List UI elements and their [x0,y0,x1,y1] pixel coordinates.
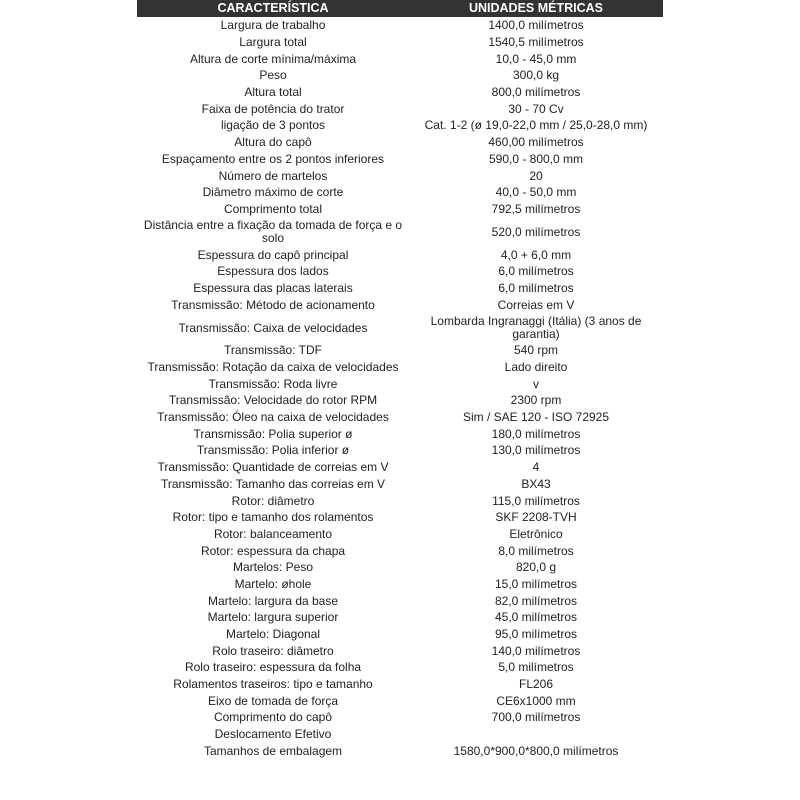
table-row [137,526,663,543]
characteristic-cell: Rotor: tipo e tamanho dos rolamentos [172,510,374,525]
metric-value-cell: 115,0 milímetros [492,493,580,508]
characteristic-cell: Altura do capô [234,135,312,150]
characteristic-cell: Número de martelos [218,168,328,183]
table-row [137,659,663,676]
table-row [137,726,663,743]
table-row [137,392,663,409]
characteristic-cell: Rolamentos traseiros: tipo e tamanho [173,677,373,692]
characteristic-cell: Rotor: espessura da chapa [200,543,346,558]
characteristic-cell: Rotor: diâmetro [231,493,315,508]
characteristic-cell: Espaçamento entre os 2 pontos inferiores [161,151,385,166]
characteristic-cell: Transmissão: Roda livre [208,376,338,391]
metric-value-cell: 820,0 g [515,560,557,575]
table-row [137,609,663,626]
metric-value-cell: 6,0 milímetros [498,280,574,295]
characteristic-cell: Martelo: largura superior [207,610,339,625]
metric-value-cell: 40,0 - 50,0 mm [495,185,577,200]
characteristic-cell: Eixo de tomada de força [207,693,339,708]
metric-value-cell: SKF 2208-TVH [495,510,577,525]
table-row [137,709,663,726]
metric-value-cell: Eletrônico [509,526,563,541]
table-row [137,263,663,280]
metric-value-cell: 2300 rpm [510,393,562,408]
metric-value-cell: 4,0 + 6,0 mm [500,247,572,262]
metric-value-cell: 1400,0 milímetros [488,18,584,33]
characteristic-cell: Deslocamento Efetivo [214,727,332,742]
characteristic-cell: Largura total [239,35,307,50]
characteristic-cell: Martelos: Peso [232,560,314,575]
table-row [137,246,663,263]
table-row [137,676,663,693]
metric-value-cell [409,726,663,743]
metric-value-cell: Lombarda Ingranaggi (Itália) (3 anos de garantia) [430,314,642,341]
table-row [137,409,663,426]
table-row [137,313,663,342]
metric-value-cell: 10,0 - 45,0 mm [495,51,577,66]
characteristic-cell: Martelo: Diagonal [225,627,321,642]
metric-value-cell: v [533,376,539,391]
table-row [137,692,663,709]
metric-value-cell: 5,0 milímetros [498,660,574,675]
table-row [137,375,663,392]
metric-value-cell: 1540,5 milímetros [488,35,584,50]
characteristic-cell: Transmissão: Óleo na caixa de velocidades [157,410,389,425]
metric-value-cell: Lado direito [504,360,568,375]
metric-value-cell: 15,0 milímetros [494,576,578,591]
table-row [137,626,663,643]
metric-value-cell: 460,00 milímetros [488,135,584,150]
metric-value-cell: 140,0 milímetros [491,643,581,658]
table-row [137,509,663,526]
characteristic-cell: Peso [259,68,287,83]
table-row [137,184,663,201]
characteristic-cell: Distância entre a fixação da tomada de força e o solo [143,218,403,246]
table-row [137,492,663,509]
specifications-table [137,0,663,759]
table-row [137,151,663,168]
metric-value-cell: 700,0 milímetros [491,710,581,725]
characteristic-cell: Comprimento do capô [213,710,333,725]
table-row [137,442,663,459]
metric-value-cell: 1580,0*900,0*800,0 milímetros [453,743,619,758]
characteristic-cell: Tamanhos de embalagem [203,743,343,758]
table-row [137,50,663,67]
metric-value-cell: 6,0 milímetros [498,264,574,279]
characteristic-cell: Transmissão: Velocidade do rotor RPM [168,393,378,408]
table-row [137,459,663,476]
metric-value-cell: 95,0 milímetros [494,627,578,642]
metric-value-cell: 590,0 - 800,0 mm [488,151,584,166]
table-row [137,642,663,659]
metric-value-cell: Sim / SAE 120 - ISO 72925 [462,410,610,425]
characteristic-cell: Transmissão: Polia superior ø [193,426,353,441]
characteristic-cell: Espessura dos lados [217,264,329,279]
table-row [137,84,663,101]
table-row [137,476,663,493]
characteristic-cell: Espessura das placas laterais [193,280,353,295]
table-row [137,542,663,559]
characteristic-cell: Transmissão: Método de acionamento [171,297,375,312]
table-row [137,743,663,760]
characteristic-cell: Transmissão: Tamanho das correias em V [160,476,386,491]
metric-value-cell: CE6x1000 mm [496,693,576,708]
metric-value-cell: 540 rpm [513,343,559,358]
table-row [137,17,663,34]
metric-value-cell: 300,0 kg [512,68,560,83]
characteristic-cell: Transmissão: TDF [223,343,322,358]
metric-value-cell: 30 - 70 Cv [508,101,564,116]
characteristic-cell: Transmissão: Quantidade de correias em V [157,460,389,475]
metric-value-cell: BX43 [521,476,551,491]
table-row [137,280,663,297]
metric-value-cell: 520,0 milímetros [491,224,581,239]
characteristic-cell: Espessura do capô principal [197,247,349,262]
characteristic-cell: Largura de trabalho [220,18,326,33]
table-row [137,34,663,51]
table-row [137,559,663,576]
characteristic-cell: Diâmetro máximo de corte [202,185,344,200]
table-row [137,576,663,593]
metric-value-cell: 800,0 milímetros [491,85,581,100]
table-row [137,201,663,218]
metric-value-cell: FL206 [518,677,554,692]
characteristic-cell: Altura total [244,85,302,100]
metric-value-cell: 45,0 milímetros [494,610,578,625]
metric-value-cell: 4 [532,460,540,475]
characteristic-cell: ligação de 3 pontos [220,118,326,133]
table-row [137,342,663,359]
characteristic-cell: Martelo: øhole [234,576,312,591]
metric-value-cell: 130,0 milímetros [491,443,581,458]
table-row [137,167,663,184]
table-row [137,100,663,117]
table-row [137,359,663,376]
table-row [137,117,663,134]
characteristic-cell: Martelo: largura da base [207,593,339,608]
characteristic-cell: Rolo traseiro: diâmetro [212,643,334,658]
characteristic-cell: Rolo traseiro: espessura da folha [184,660,362,675]
characteristic-cell: Transmissão: Caixa de velocidades [178,320,368,335]
table-row [137,592,663,609]
characteristic-cell: Comprimento total [223,201,323,216]
table-row [137,134,663,151]
header-row [137,0,663,17]
table-row [137,296,663,313]
table-row [137,67,663,84]
characteristic-cell: Faixa de potência do trator [201,101,345,116]
metric-value-cell: 8,0 milímetros [498,543,574,558]
characteristic-cell: Rotor: balanceamento [213,526,333,541]
characteristic-cell: Transmissão: Polia inferior ø [196,443,350,458]
metric-value-cell: 792,5 milímetros [491,201,581,216]
metric-value-cell: 180,0 milímetros [491,426,581,441]
metric-value-cell: 20 [529,168,543,183]
column-header-characteristic: CARACTERÍSTICA [137,0,409,17]
characteristic-cell: Altura de corte mínima/máxima [189,51,357,66]
column-header-metric-units: UNIDADES MÉTRICAS [409,0,663,17]
table-header [137,0,663,17]
table-row [137,217,663,246]
metric-value-cell: Correias em V [497,297,575,312]
metric-value-cell: Cat. 1-2 (ø 19,0-22,0 mm / 25,0-28,0 mm) [424,118,648,133]
metric-value-cell: 82,0 milímetros [494,593,578,608]
characteristic-cell: Transmissão: Rotação da caixa de velocidades [147,360,399,375]
table-row [137,425,663,442]
table-body [137,17,663,759]
